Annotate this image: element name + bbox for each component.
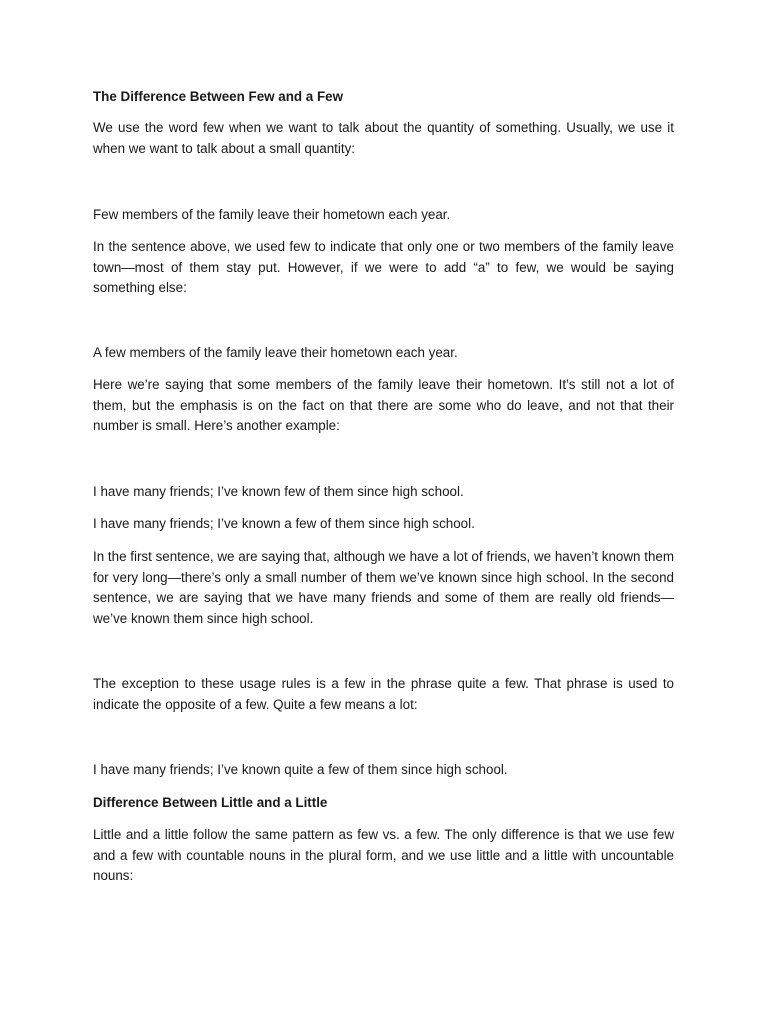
paragraph-exception: The exception to these usage rules is a few in the phrase quite a few. That phrase is used to indicate the opposite of a few. Quite a few means a lot: — [93, 676, 674, 712]
document-page — [93, 0, 674, 1024]
example-sentence-friends-few: I have many friends; I’ve known few of them since high school. — [93, 484, 464, 499]
example-sentence-quite-a-few: I have many friends; I’ve known quite a few of them since high school. — [93, 762, 508, 777]
paragraph-little: Little and a little follow the same pattern as few vs. a few. The only difference is that we use few and a few with countable nouns in the plural form, and we use little and a little with uncountable nouns: — [93, 827, 674, 884]
example-sentence-few: Few members of the family leave their hometown each year. — [93, 207, 451, 222]
paragraph-explanation-few: In the sentence above, we used few to indicate that only one or two members of the family leave town—most of them stay put. However, if we were to add “a” to few, we would be saying something else: — [93, 239, 674, 296]
example-sentence-a-few: A few members of the family leave their hometown each year. — [93, 345, 458, 360]
heading-little-vs-a-little: Difference Between Little and a Little — [93, 795, 328, 810]
paragraph-explanation-a-few: Here we’re saying that some members of the family leave their hometown. It’s still not a lot of them, but the emphasis is on the fact on that there are some who do leave, and not that their number is small. Here’s another example: — [93, 377, 674, 434]
paragraph-comparison: In the first sentence, we are saying that, although we have a lot of friends, we haven’t known them for very long—there’s only a small number of them we’ve known since high school. In the second sentence, we are saying that we have many friends and some of them are really old friends—we’ve known them since high school. — [93, 549, 674, 626]
heading-few-vs-a-few: The Difference Between Few and a Few — [93, 89, 344, 104]
paragraph-intro: We use the word few when we want to talk about the quantity of something. Usually, we use it when we want to talk about a small quantity: — [93, 120, 674, 156]
example-sentence-friends-a-few: I have many friends; I’ve known a few of them since high school. — [93, 516, 475, 531]
